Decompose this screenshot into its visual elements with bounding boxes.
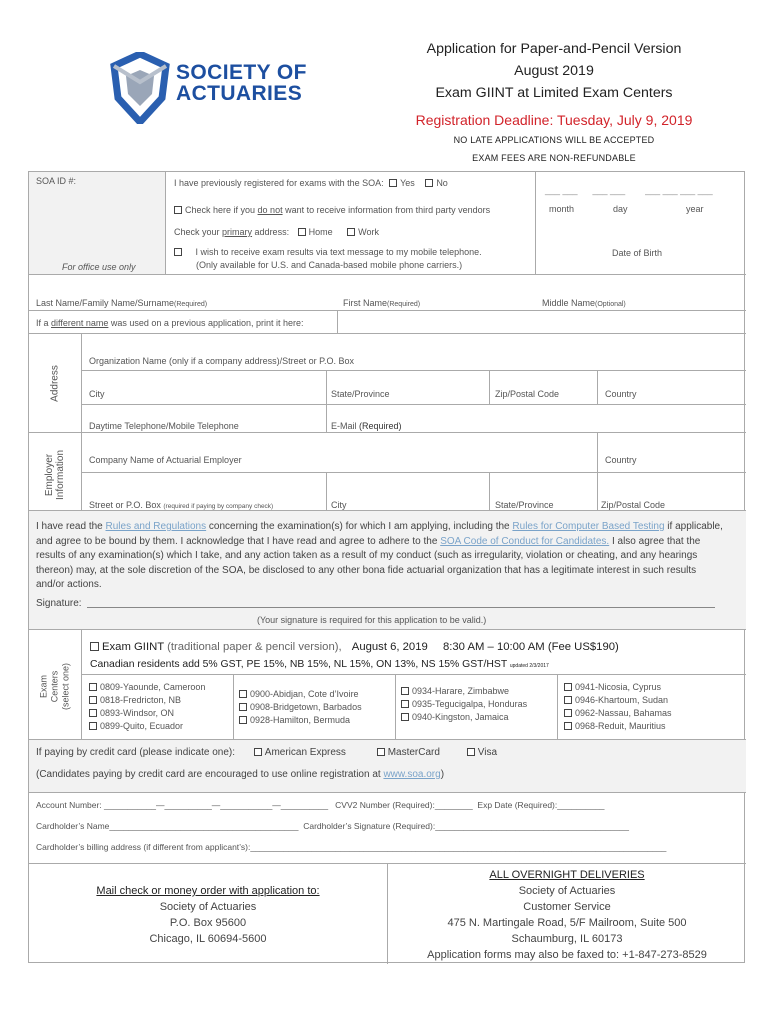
center-option[interactable]	[89, 707, 205, 719]
logo-line1: SOCIETY OF	[176, 61, 307, 84]
email-required: (Required)	[359, 421, 402, 431]
center-option[interactable]	[564, 681, 672, 693]
different-name-text-b: different name	[51, 318, 109, 328]
dob-month: month	[549, 204, 575, 214]
canadian-tax-row	[90, 659, 549, 672]
exam-version-label: (traditional paper & pencil version),	[163, 641, 342, 653]
canadian-tax-text: Canadian residents add 5% GST, PE 15%, NB 15%, NL 15%, ON 13%, NS 15% GST/HST	[90, 659, 507, 670]
exam-centers-col2	[239, 688, 362, 726]
agreement-p1: I have read the	[36, 521, 106, 532]
last-name-label	[36, 297, 207, 311]
exam-time-fee: 8:30 AM – 10:00 AM (Fee US$190)	[442, 641, 619, 653]
third-party-row	[174, 204, 490, 216]
state-label: State/Province	[331, 389, 390, 399]
center-option[interactable]	[239, 714, 362, 726]
cvv-field[interactable]: CVV2 Number (Required):________	[335, 800, 473, 810]
prev-registered-label: I have previously registered for exams with the SOA:	[174, 178, 384, 188]
home-label: Home	[308, 227, 333, 237]
middle-name-optional: (Optional)	[595, 301, 626, 308]
tax-updated-note: updated 2/3/2017	[509, 663, 549, 669]
exam-giint-label: Exam GIINT	[102, 641, 164, 653]
center-option[interactable]	[89, 720, 205, 732]
primary-address-text-b: primary	[222, 227, 253, 237]
overnight-heading: ALL OVERNIGHT DELIVERIES	[489, 869, 645, 881]
application-form	[28, 171, 745, 963]
online-note	[36, 769, 444, 781]
dob-label: Date of Birth	[612, 248, 663, 258]
exam-centers-col4	[564, 681, 672, 732]
agreement-p3: if applicable,	[664, 521, 723, 532]
mail-line: Society of Actuaries	[159, 901, 257, 913]
fax-line: Application forms may also be faxed to: +1-847-273-8529	[427, 949, 707, 961]
credit-card-row	[36, 747, 497, 759]
office-use-label: For office use only	[62, 262, 136, 272]
phone-label: Daytime Telephone/Mobile Telephone	[89, 421, 239, 431]
non-refundable-note: EXAM FEES ARE NON-REFUNDABLE	[472, 153, 636, 163]
exam-centers-label	[39, 639, 72, 735]
rules-regulations-link[interactable]: Rules and Regulations	[105, 521, 207, 532]
work-checkbox[interactable]	[347, 228, 355, 236]
center-label: 0935-Tegucigalpa, Honduras	[412, 699, 528, 709]
last-name-required: (Required)	[174, 301, 208, 308]
employer-street-note: (required if paying by company check)	[163, 503, 274, 510]
email-text: E-Mail	[331, 421, 357, 431]
employer-city-label: City	[331, 500, 347, 510]
account-number-label: Account Number: ___________—__________—___________—__________	[36, 800, 329, 810]
center-label: 0946-Khartoum, Sudan	[575, 695, 669, 705]
exam-giint-checkbox[interactable]	[90, 642, 99, 651]
header	[330, 38, 770, 167]
title-line1: Application for Paper-and-Pencil Version	[426, 41, 682, 57]
exam-centers-col1	[89, 681, 205, 732]
title-line3: Exam GIINT at Limited Exam Centers	[435, 85, 673, 101]
last-name-text: Last Name/Family Name/Surname	[36, 298, 175, 308]
mail-line: Chicago, IL 60694-5600	[149, 933, 267, 945]
signature-label: Signature:	[36, 598, 82, 609]
sms-row	[174, 246, 482, 258]
exam-label-line2: Centers	[49, 670, 60, 703]
cardholder-name-label: Cardholder’s Name	[36, 821, 110, 831]
employer-state-label: State/Province	[495, 500, 554, 510]
mail-line: Customer Service	[523, 901, 611, 913]
agreement-line2a: and agree to be bound by them. I acknowledge that I have read and agree to adhere to the	[36, 535, 441, 547]
credit-card-label: If paying by credit card (please indicate one):	[36, 747, 235, 758]
cardholder-name-field[interactable]: ________________________________________	[109, 821, 299, 831]
center-label: 0908-Bridgetown, Barbados	[250, 702, 362, 712]
mastercard-label: MasterCard	[387, 747, 440, 758]
mail-heading: Mail check or money order with application to:	[96, 885, 320, 897]
employer-label-line2: Information	[55, 449, 66, 501]
agreement-line5: and/or actions.	[36, 579, 102, 590]
account-number-field[interactable]	[36, 799, 605, 811]
employer-label-line1: Employer	[44, 453, 55, 497]
primary-address-text-a: Check your	[174, 227, 223, 237]
cardholder-signature-field[interactable]: Cardholder’s Signature (Required):_________________________________________	[303, 821, 630, 831]
center-label: 0899-Quito, Ecuador	[100, 721, 184, 731]
center-label: 0818-Fredricton, NB	[100, 695, 182, 705]
mail-line: Schaumburg, IL 60173	[511, 933, 623, 945]
yes-label: Yes	[400, 178, 415, 188]
different-name-label	[36, 317, 304, 329]
center-option[interactable]	[239, 701, 362, 713]
center-label: 0940-Kingston, Jamaica	[412, 712, 509, 722]
center-option[interactable]	[89, 681, 205, 693]
signature-line[interactable]	[87, 607, 715, 608]
signature-note: (Your signature is required for this application to be valid.)	[257, 615, 487, 625]
mastercard-checkbox[interactable]	[377, 748, 385, 756]
employer-country-label: Country	[605, 455, 637, 465]
no-label: No	[436, 178, 448, 188]
office-box	[29, 172, 165, 274]
amex-label: American Express	[264, 747, 346, 758]
cardholder-row	[36, 820, 629, 832]
title-line2: August 2019	[514, 63, 594, 79]
center-label: 0934-Harare, Zimbabwe	[412, 686, 510, 696]
exam-giint-row	[90, 641, 619, 653]
overnight-address-right	[388, 867, 746, 963]
first-name-label	[343, 297, 420, 311]
home-checkbox[interactable]	[298, 228, 306, 236]
sms-checkbox[interactable]	[174, 248, 182, 256]
center-label: 0928-Hamilton, Bermuda	[250, 715, 351, 725]
soa-id-label: SOA ID #:	[36, 176, 77, 186]
center-label: 0968-Reduit, Mauritius	[575, 721, 666, 731]
center-option[interactable]	[239, 688, 362, 700]
rules-cbt-link[interactable]: Rules for Computer Based Testing	[512, 521, 665, 532]
primary-address-text-c: address:	[252, 227, 290, 237]
code-of-conduct-link[interactable]: SOA Code of Conduct for Candidates.	[440, 535, 610, 547]
employer-zip-label: Zip/Postal Code	[601, 500, 666, 510]
soa-logo	[110, 52, 320, 124]
mail-line: P.O. Box 95600	[169, 917, 247, 929]
company-name-label: Company Name of Actuarial Employer	[89, 455, 242, 465]
first-name-text: First Name	[343, 298, 388, 308]
exam-label-line3: (select one)	[60, 662, 71, 711]
registration-deadline: Registration Deadline: Tuesday, July 9, 2019	[415, 112, 693, 128]
center-label: 0941-Nicosia, Cyprus	[575, 682, 662, 692]
first-name-required: (Required)	[387, 301, 421, 308]
employer-street-text: Street or P.O. Box	[89, 500, 161, 510]
visa-label: Visa	[477, 747, 498, 758]
yes-checkbox[interactable]	[389, 179, 397, 187]
employer-section-label	[44, 437, 66, 513]
agreement-text	[36, 520, 723, 593]
different-name-text-c: was used on a previous application, print it here:	[108, 318, 304, 328]
dob-day: day	[613, 204, 628, 214]
center-option[interactable]	[564, 720, 672, 732]
mail-line: Society of Actuaries	[518, 885, 616, 897]
center-option[interactable]	[401, 698, 527, 710]
no-late-note: NO LATE APPLICATIONS WILL BE ACCEPTED	[453, 135, 655, 145]
middle-name-label	[542, 297, 626, 311]
center-label: 0809-Yaounde, Cameroon	[100, 682, 206, 692]
logo-line2: ACTUARIES	[176, 82, 303, 105]
work-label: Work	[358, 227, 379, 237]
exam-label-line1: Exam	[38, 675, 49, 699]
agreement-line2b: I also agree that the	[609, 535, 701, 547]
org-street-label: Organization Name (only if a company address)/Street or P.O. Box	[89, 356, 354, 366]
online-note-b: )	[440, 769, 445, 780]
soa-shield-icon	[110, 52, 170, 124]
exam-date: August 6, 2019	[351, 641, 428, 653]
no-checkbox[interactable]	[425, 179, 433, 187]
online-note-a: (Candidates paying by credit card are encouraged to use online registration at	[36, 769, 384, 780]
country-label: Country	[605, 389, 637, 399]
agreement-line4: thereon) may, at the sole discretion of the SOA, be disclosed to any other bona fide actuarial organization that has a legitimate interest in such results	[36, 564, 697, 576]
third-party-text-c: want to receive information from third party vendors	[282, 205, 491, 215]
logo-text	[176, 62, 307, 104]
third-party-text-b: do not	[257, 205, 283, 215]
middle-name-text: Middle Name	[542, 298, 596, 308]
agreement-line3: results of any examination(s) which I take, and any action taken as a result of my conduct (such as irregularity, violation or cheating, and any hearings	[36, 550, 698, 561]
mail-address-left	[29, 883, 387, 947]
center-option[interactable]	[401, 711, 527, 723]
zip-label: Zip/Postal Code	[495, 389, 560, 399]
email-label	[331, 420, 402, 432]
soa-website-link[interactable]: www.soa.org	[383, 769, 441, 780]
center-option[interactable]	[564, 707, 672, 719]
center-option[interactable]	[401, 685, 527, 697]
center-label: 0893-Windsor, ON	[100, 708, 175, 718]
sms-line2: (Only available for U.S. and Canada-based mobile phone carriers.)	[196, 260, 463, 270]
dob-year: year	[686, 204, 704, 214]
center-label: 0962-Nassau, Bahamas	[575, 708, 672, 718]
visa-checkbox[interactable]	[467, 748, 475, 756]
sms-line1: I wish to receive exam results via text message to my mobile telephone.	[195, 247, 482, 257]
center-label: 0900-Abidjan, Cote d’Ivoire	[250, 689, 359, 699]
no-third-party-checkbox[interactable]	[174, 206, 182, 214]
prev-registered-row	[174, 177, 448, 189]
agreement-p2: concerning the examination(s) for which I am applying, including the	[206, 521, 513, 532]
billing-address-field[interactable]: Cardholder’s billing address (if different from applicant’s):________________________________________________________________________________________	[36, 842, 667, 852]
primary-address-row	[174, 226, 379, 238]
third-party-text-a: Check here if you	[185, 205, 258, 215]
center-option[interactable]	[89, 694, 205, 706]
mail-line: 475 N. Martingale Road, 5/F Mailroom, Suite 500	[447, 917, 687, 929]
city-label: City	[89, 389, 105, 399]
different-name-text-a: If a	[36, 318, 52, 328]
amex-checkbox[interactable]	[254, 748, 262, 756]
address-section-label: Address	[49, 365, 61, 402]
exam-centers-col3	[401, 685, 527, 723]
center-option[interactable]	[564, 694, 672, 706]
exp-date-field[interactable]: Exp Date (Required):__________	[477, 800, 605, 810]
dob-blanks: ___ ___ ___ ___ ___ ___ ___ ___	[545, 185, 713, 195]
